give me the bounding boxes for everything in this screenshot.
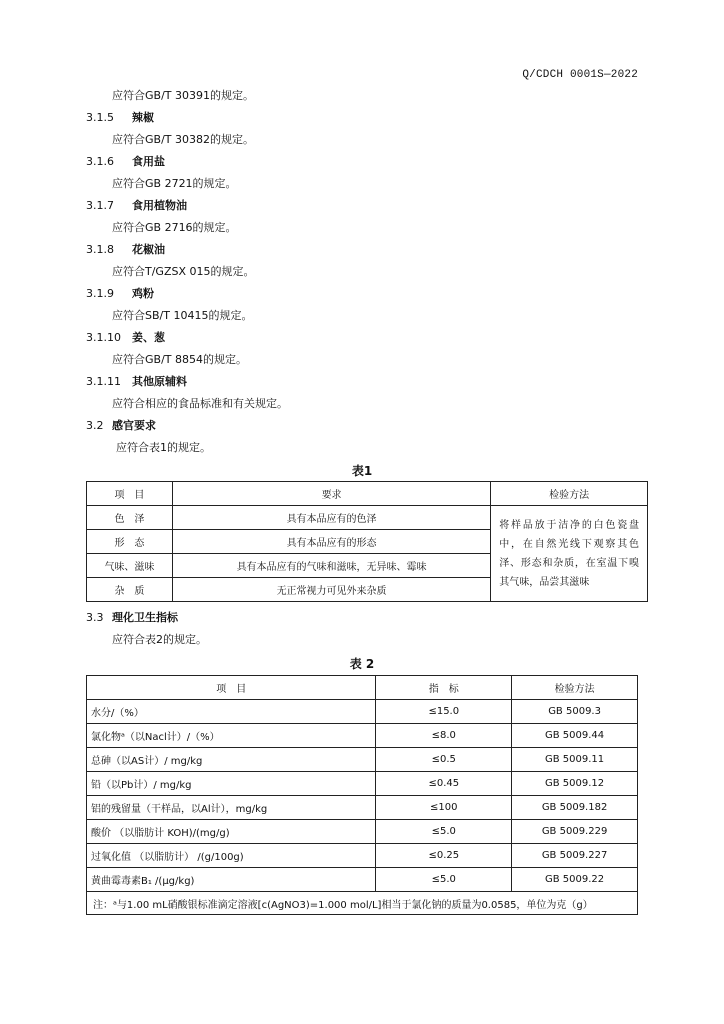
column-header-limit: 指 标	[376, 676, 512, 700]
section-number: 3.1.7	[86, 199, 114, 212]
inspection-method: 将样品放于洁净的白色瓷盘中，在自然光线下观察其色泽、形态和杂质，在室温下嗅其气味，品尝其滋味	[491, 506, 648, 602]
row-item: 铅（以Pb计）/ mg/kg	[87, 772, 376, 796]
sensory-requirements-table	[86, 481, 648, 602]
section-heading-3-1-8	[86, 243, 165, 257]
row-method: GB 5009.182	[512, 796, 638, 820]
row-limit: ≤0.45	[376, 772, 512, 796]
table-row	[87, 844, 638, 868]
row-item: 色 泽	[87, 506, 173, 530]
section-heading-3-3	[86, 611, 178, 625]
physicochemical-indicators-table	[86, 675, 638, 915]
row-item: 铝的残留量（干样品，以Al计），mg/kg	[87, 796, 376, 820]
section-title: 食用盐	[132, 155, 165, 168]
section-heading-3-1-9	[86, 287, 154, 301]
section-title: 姜、葱	[132, 331, 165, 344]
section-number: 3.1.10	[86, 331, 121, 344]
column-header-method: 检验方法	[512, 676, 638, 700]
row-method: GB 5009.227	[512, 844, 638, 868]
section-title: 花椒油	[132, 243, 165, 256]
section-heading-3-2	[86, 419, 156, 433]
table-row	[87, 796, 638, 820]
section-title: 感官要求	[112, 419, 156, 432]
row-item: 形 态	[87, 530, 173, 554]
column-header-item: 项 目	[87, 676, 376, 700]
row-requirement: 具有本品应有的形态	[172, 530, 490, 554]
paragraph: 应符合相应的食品标准和有关规定。	[112, 397, 288, 410]
table2-caption: 表 2	[349, 657, 375, 671]
table-row	[87, 868, 638, 892]
paragraph: 应符合表1的规定。	[116, 441, 211, 454]
section-number: 3.1.9	[86, 287, 114, 300]
column-header-item: 项 目	[87, 482, 173, 506]
paragraph: 应符合GB 2716的规定。	[112, 221, 237, 234]
row-item: 黄曲霉毒素B₁ /(μg/kg)	[87, 868, 376, 892]
row-item: 酸价 （以脂肪计 KOH)/(mg/g)	[87, 820, 376, 844]
row-item: 气味、滋味	[87, 554, 173, 578]
paragraph: 应符合T/GZSX 015的规定。	[112, 265, 255, 278]
row-limit: ≤8.0	[376, 724, 512, 748]
section-number: 3.1.5	[86, 111, 114, 124]
row-limit: ≤5.0	[376, 820, 512, 844]
row-item: 杂 质	[87, 578, 173, 602]
table-row	[87, 748, 638, 772]
paragraph: 应符合GB/T 30391的规定。	[112, 89, 254, 102]
section-title: 鸡粉	[132, 287, 154, 300]
row-limit: ≤0.5	[376, 748, 512, 772]
row-requirement: 具有本品应有的气味和滋味，无异味、霉味	[172, 554, 490, 578]
row-method: GB 5009.229	[512, 820, 638, 844]
table-footnote: 注：ᵃ与1.00 mL硝酸银标准滴定溶液[c(AgNO3)=1.000 mol/L]相当于氯化钠的质量为0.0585，单位为克（g）	[87, 892, 638, 915]
row-item: 总砷（以AS计）/ mg/kg	[87, 748, 376, 772]
section-heading-3-1-5	[86, 111, 154, 125]
table1-caption: 表1	[351, 464, 373, 478]
row-limit: ≤15.0	[376, 700, 512, 724]
paragraph: 应符合SB/T 10415的规定。	[112, 309, 253, 322]
table-row	[87, 506, 648, 530]
table-row	[87, 820, 638, 844]
row-item: 水分/（%）	[87, 700, 376, 724]
row-limit: ≤100	[376, 796, 512, 820]
section-heading-3-1-10	[86, 331, 165, 345]
row-method: GB 5009.44	[512, 724, 638, 748]
section-title: 食用植物油	[132, 199, 187, 212]
paragraph: 应符合GB/T 30382的规定。	[112, 133, 254, 146]
table-header-row	[87, 676, 638, 700]
section-heading-3-1-11	[86, 375, 187, 389]
row-requirement: 无正常视力可见外来杂质	[172, 578, 490, 602]
section-title: 辣椒	[132, 111, 154, 124]
table-note-row	[87, 892, 638, 915]
section-number: 3.1.6	[86, 155, 114, 168]
row-item: 过氧化值 （以脂肪计） /(g/100g)	[87, 844, 376, 868]
section-number: 3.1.11	[86, 375, 121, 388]
paragraph: 应符合GB 2721的规定。	[112, 177, 237, 190]
section-number: 3.3	[86, 611, 104, 624]
row-method: GB 5009.12	[512, 772, 638, 796]
row-method: GB 5009.3	[512, 700, 638, 724]
column-header-requirement: 要求	[172, 482, 490, 506]
row-limit: ≤0.25	[376, 844, 512, 868]
table-row	[87, 700, 638, 724]
paragraph: 应符合GB/T 8854的规定。	[112, 353, 247, 366]
row-method: GB 5009.22	[512, 868, 638, 892]
paragraph: 应符合表2的规定。	[112, 633, 207, 646]
section-number: 3.2	[86, 419, 104, 432]
standard-code: Q/CDCH 0001S—2022	[522, 69, 638, 81]
row-method: GB 5009.11	[512, 748, 638, 772]
column-header-method: 检验方法	[491, 482, 648, 506]
section-title: 其他原辅料	[132, 375, 187, 388]
row-limit: ≤5.0	[376, 868, 512, 892]
table-row	[87, 772, 638, 796]
table-header-row	[87, 482, 648, 506]
section-heading-3-1-7	[86, 199, 187, 213]
section-heading-3-1-6	[86, 155, 165, 169]
section-title: 理化卫生指标	[112, 611, 178, 624]
table-row	[87, 724, 638, 748]
section-number: 3.1.8	[86, 243, 114, 256]
row-requirement: 具有本品应有的色泽	[172, 506, 490, 530]
row-item: 氯化物ᵃ（以Nacl计）/（%）	[87, 724, 376, 748]
